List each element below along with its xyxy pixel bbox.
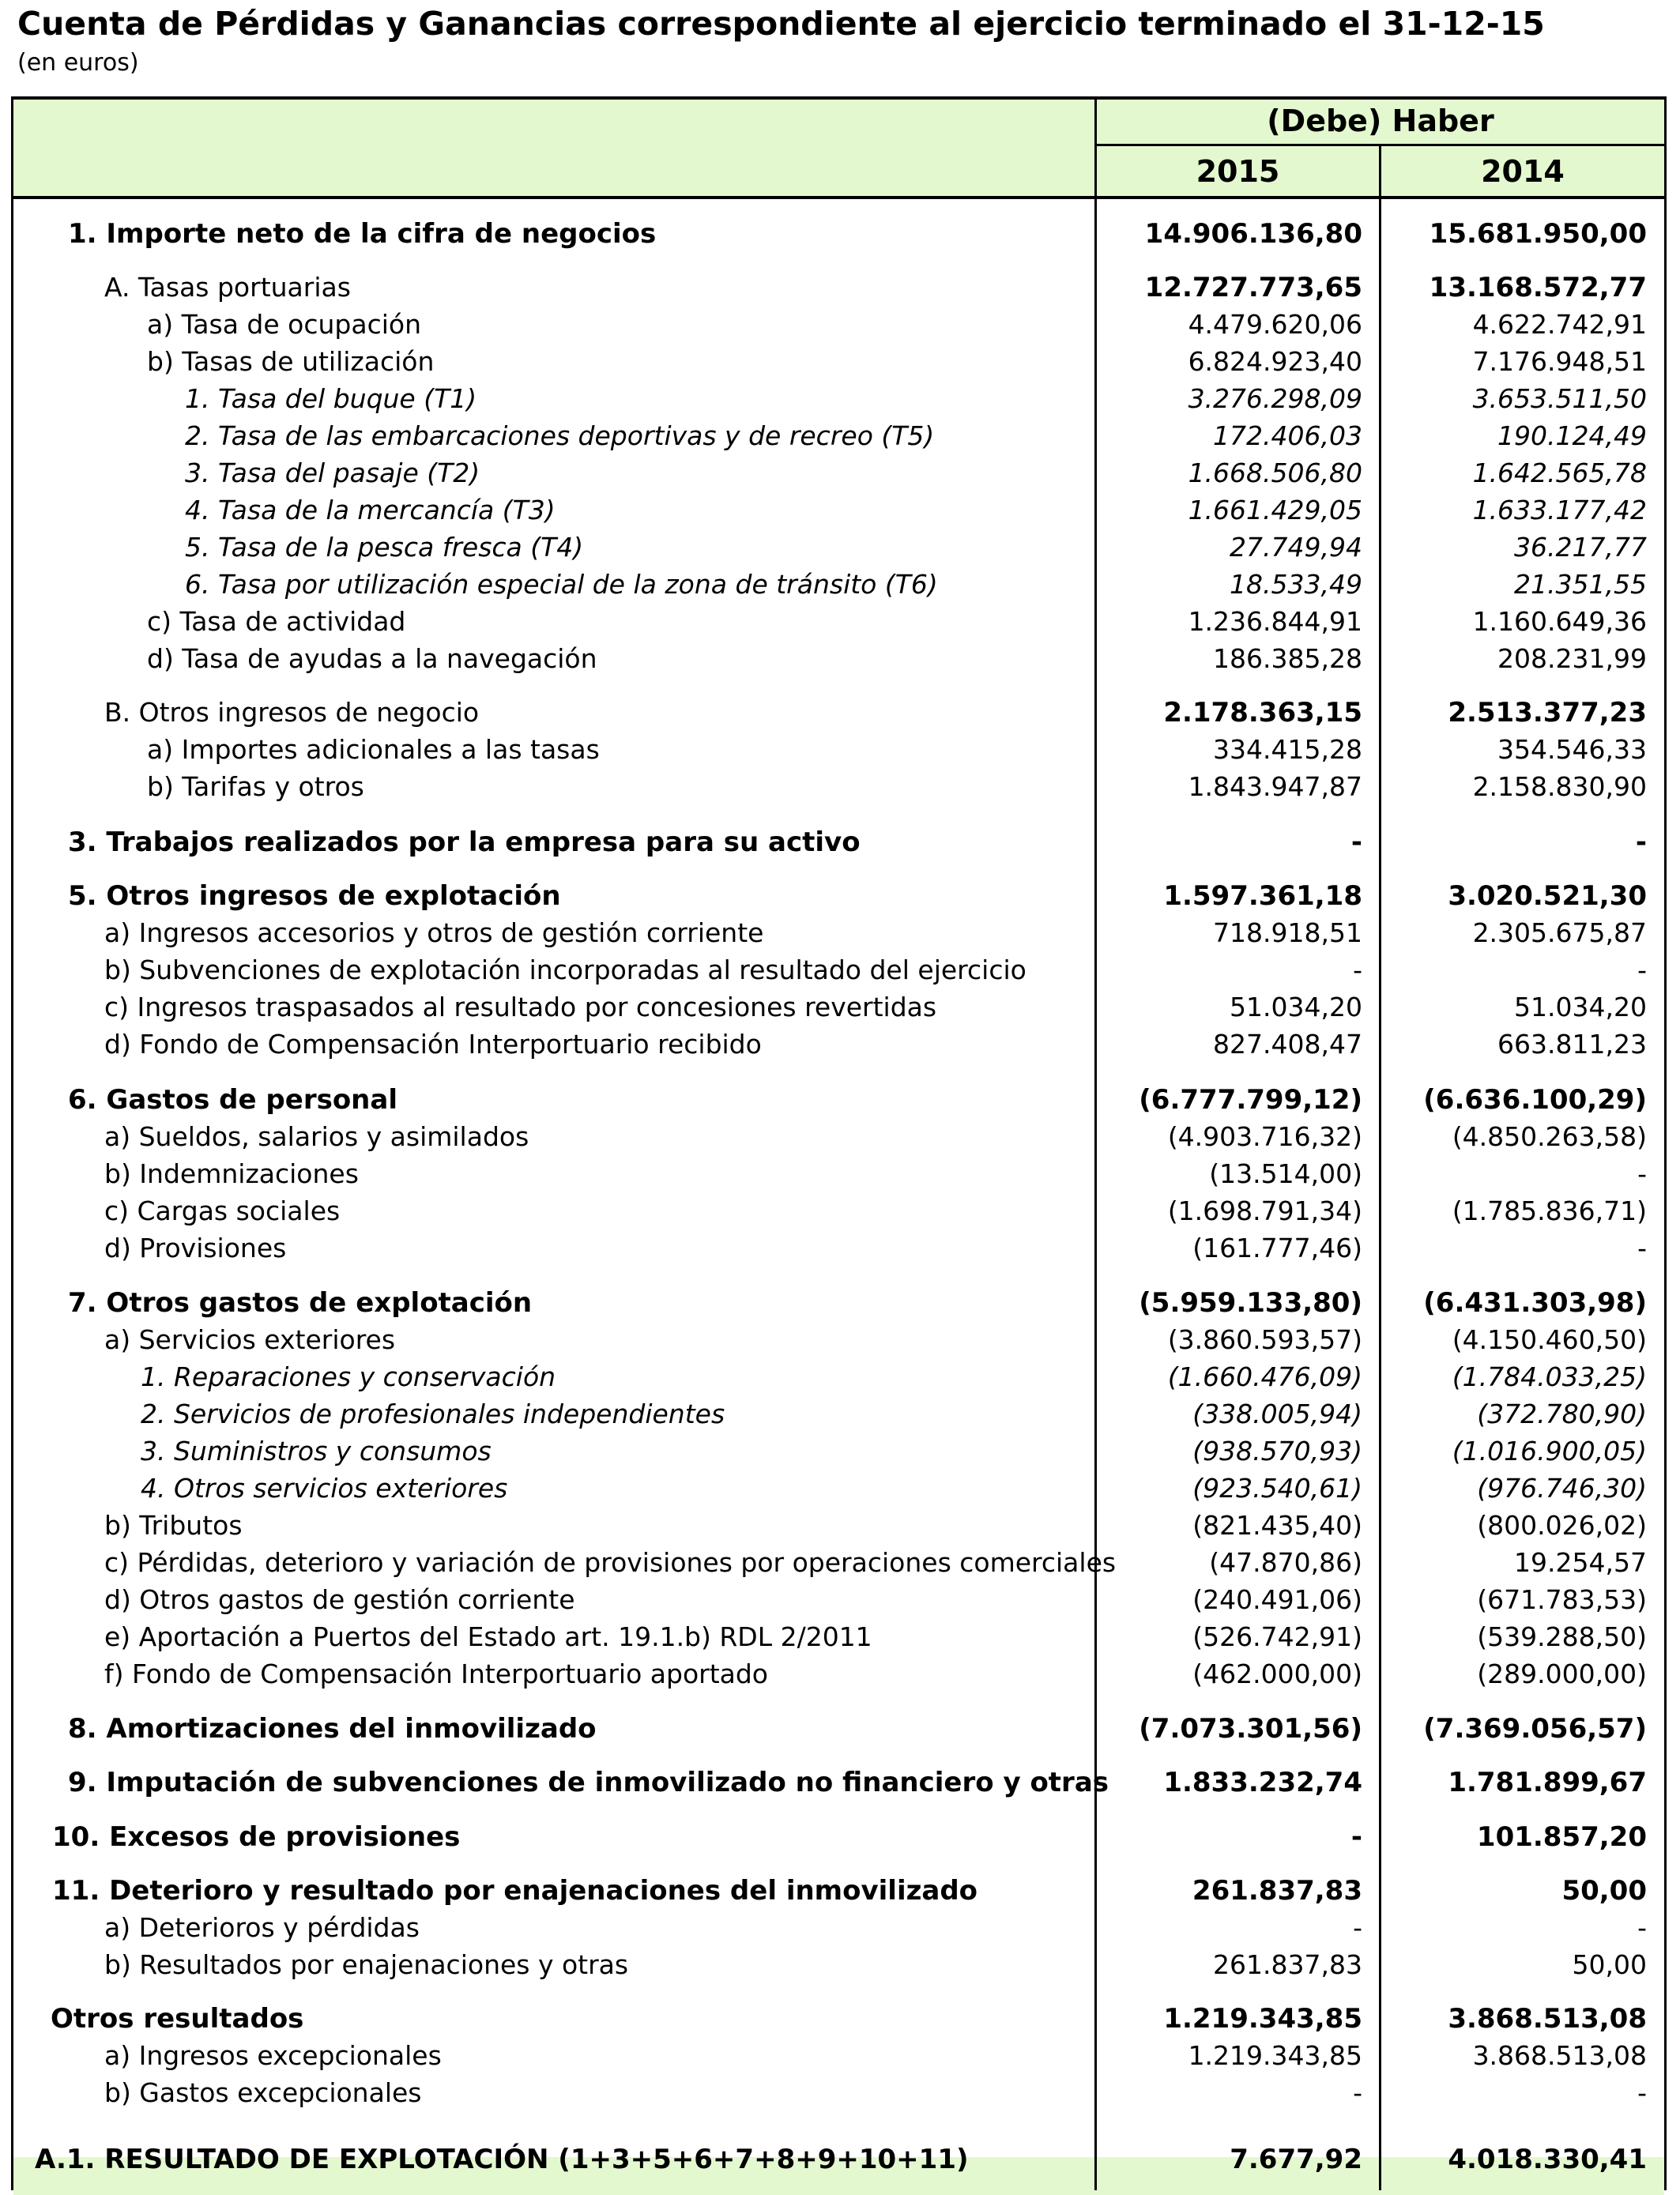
value-2015: 14.906.136,80 <box>1144 218 1362 250</box>
table-row <box>11 1910 1667 1946</box>
table-row <box>11 1433 1667 1470</box>
value-2014: 21.351,55 <box>1514 569 1647 600</box>
row-label: 9. Imputación de subvenciones de inmovilizado no financiero y otras <box>68 1767 1109 1798</box>
table-row <box>11 1359 1667 1395</box>
value-2015: - <box>1353 2077 1362 2108</box>
value-2015: 4.479.620,06 <box>1188 309 1362 340</box>
row-label: d) Provisiones <box>104 1233 287 1263</box>
value-2014: 2.513.377,23 <box>1448 697 1647 729</box>
value-2014: 1.781.899,67 <box>1448 1767 1647 1798</box>
table-row <box>11 1764 1667 1801</box>
value-2014: (4.150.460,50) <box>1452 1324 1647 1355</box>
value-2014: 663.811,23 <box>1497 1029 1647 1060</box>
value-2014: (671.783,53) <box>1477 1584 1647 1615</box>
value-2015: (462.000,00) <box>1192 1658 1362 1689</box>
value-2015: 1.668.506,80 <box>1188 457 1362 488</box>
value-2015: (5.959.133,80) <box>1139 1287 1362 1319</box>
value-2015: (526.742,91) <box>1192 1621 1362 1652</box>
row-label: d) Otros gastos de gestión corriente <box>104 1584 575 1615</box>
value-2014: (372.780,90) <box>1477 1399 1647 1429</box>
table-row <box>11 1082 1667 1118</box>
row-label: f) Fondo de Compensación Interportuario aportado <box>104 1658 769 1689</box>
value-2015: 1.236.844,91 <box>1188 606 1362 637</box>
value-2015: 51.034,20 <box>1230 992 1362 1022</box>
table-row <box>11 878 1667 914</box>
row-label: a) Deterioros y pérdidas <box>104 1912 420 1943</box>
row-label: b) Subvenciones de explotación incorporadas al resultado del ejercicio <box>104 954 1026 985</box>
table-row <box>11 1508 1667 1544</box>
value-2015: - <box>1353 954 1362 985</box>
value-2014: 2.158.830,90 <box>1472 771 1647 802</box>
value-2015: 186.385,28 <box>1213 643 1362 674</box>
row-label: c) Tasa de actividad <box>147 606 406 637</box>
value-2015: (161.777,46) <box>1192 1233 1362 1263</box>
value-2015: (1.660.476,09) <box>1167 1361 1362 1392</box>
value-2015: 1.597.361,18 <box>1163 880 1362 912</box>
value-2015: 1.219.343,85 <box>1188 2040 1362 2071</box>
row-label: c) Pérdidas, deterioro y variación de provisiones por operaciones comerciales <box>104 1547 1117 1578</box>
value-2014: 3.653.511,50 <box>1472 383 1647 414</box>
table-row <box>11 344 1667 380</box>
table-row <box>11 216 1667 252</box>
value-2015: 1.843.947,87 <box>1188 771 1362 802</box>
value-2015: - <box>1350 826 1362 858</box>
table-row <box>11 769 1667 805</box>
table-row <box>11 567 1667 603</box>
table-row <box>11 1322 1667 1358</box>
row-label: a) Tasa de ocupación <box>147 309 421 340</box>
row-label: 8. Amortizaciones del inmovilizado <box>68 1713 597 1745</box>
value-2014: (7.369.056,57) <box>1423 1713 1647 1745</box>
table-row <box>11 1711 1667 1747</box>
row-label: d) Fondo de Compensación Interportuario recibido <box>104 1029 762 1060</box>
value-2014: 354.546,33 <box>1497 734 1647 765</box>
row-label: a) Ingresos excepcionales <box>104 2040 442 2071</box>
value-2015: - <box>1353 1912 1362 1943</box>
table-row <box>11 641 1667 677</box>
value-2015: (938.570,93) <box>1192 1436 1362 1466</box>
row-label: b) Resultados por enajenaciones y otras <box>104 1949 629 1980</box>
row-label: 1. Reparaciones y conservación <box>141 1361 556 1392</box>
value-2014: 50,00 <box>1572 1949 1647 1980</box>
value-2015: (47.870,86) <box>1209 1547 1362 1578</box>
value-2015: (3.860.593,57) <box>1167 1324 1362 1355</box>
table-row <box>11 529 1667 566</box>
table-row <box>11 381 1667 417</box>
value-2014: - <box>1637 1233 1647 1263</box>
row-label: 2. Servicios de profesionales independientes <box>141 1399 725 1429</box>
value-2014: - <box>1637 954 1647 985</box>
row-label: A.1. RESULTADO DE EXPLOTACIÓN (1+3+5+6+7+8+9+10+11) <box>35 2144 969 2175</box>
row-label: 4. Tasa de la mercancía (T3) <box>185 495 556 525</box>
value-2014: (6.636.100,29) <box>1423 1084 1647 1116</box>
row-label: 6. Gastos de personal <box>68 1084 397 1116</box>
value-2014: 3.020.521,30 <box>1448 880 1647 912</box>
value-2014: 190.124,49 <box>1497 420 1647 451</box>
value-2015: 7.677,92 <box>1230 2144 1362 2175</box>
value-2014: 15.681.950,00 <box>1429 218 1647 250</box>
value-2014: (289.000,00) <box>1477 1658 1647 1689</box>
header-year-2014: 2014 <box>1481 154 1565 189</box>
value-2014: (1.784.033,25) <box>1452 1361 1647 1392</box>
value-2015: (923.540,61) <box>1192 1473 1362 1504</box>
table-row <box>11 2001 1667 2037</box>
row-label: 1. Tasa del buque (T1) <box>185 383 477 414</box>
table-body <box>11 0 1667 2193</box>
value-2014: 13.168.572,77 <box>1429 272 1647 303</box>
table-row <box>11 989 1667 1026</box>
value-2015: - <box>1350 1821 1362 1853</box>
page-title: Cuenta de Pérdidas y Ganancias correspondiente al ejercicio terminado el 31-12-15 <box>17 5 1545 43</box>
row-label: c) Ingresos traspasados al resultado por concesiones revertidas <box>104 992 937 1022</box>
value-2014: (800.026,02) <box>1477 1510 1647 1541</box>
table-row <box>11 1470 1667 1507</box>
row-label: c) Cargas sociales <box>104 1195 341 1226</box>
table-row <box>11 492 1667 529</box>
table-row <box>11 1156 1667 1192</box>
row-label: 10. Excesos de provisiones <box>52 1821 461 1853</box>
table-row <box>11 269 1667 306</box>
table-row <box>11 307 1667 343</box>
value-2014: (6.431.303,98) <box>1423 1287 1647 1319</box>
value-2015: 1.661.429,05 <box>1188 495 1362 525</box>
table-row <box>11 1819 1667 1855</box>
value-2015: 261.837,83 <box>1213 1949 1362 1980</box>
value-2014: 4.018.330,41 <box>1448 2144 1647 2175</box>
row-label: b) Tarifas y otros <box>147 771 364 802</box>
table-row <box>11 1873 1667 1909</box>
value-2014: 19.254,57 <box>1514 1547 1647 1578</box>
value-2014: (1.785.836,71) <box>1452 1195 1647 1226</box>
table-row <box>11 604 1667 640</box>
header-debe-haber: (Debe) Haber <box>1267 104 1494 138</box>
table-row <box>11 2038 1667 2074</box>
value-2014: (976.746,30) <box>1477 1473 1647 1504</box>
row-label: Otros resultados <box>51 2003 304 2035</box>
table-row <box>11 952 1667 988</box>
row-label: 5. Tasa de la pesca fresca (T4) <box>185 532 584 563</box>
table-row <box>11 1230 1667 1267</box>
value-2014: 208.231,99 <box>1497 643 1647 674</box>
value-2014: (1.016.900,05) <box>1452 1436 1647 1466</box>
table-row <box>11 1656 1667 1692</box>
row-label: a) Importes adicionales a las tasas <box>147 734 600 765</box>
row-label: b) Gastos excepcionales <box>104 2077 422 2108</box>
table-row <box>11 1026 1667 1063</box>
value-2015: 261.837,83 <box>1192 1875 1362 1907</box>
value-2014: 1.633.177,42 <box>1472 495 1647 525</box>
table-row <box>11 455 1667 491</box>
value-2015: (6.777.799,12) <box>1139 1084 1362 1116</box>
row-label: 11. Deterioro y resultado por enajenaciones del inmovilizado <box>52 1875 978 1907</box>
row-label: 1. Importe neto de la cifra de negocios <box>68 218 657 250</box>
table-row <box>11 695 1667 731</box>
value-2015: (7.073.301,56) <box>1139 1713 1362 1745</box>
page-subtitle: (en euros) <box>17 49 139 77</box>
row-label: 6. Tasa por utilización especial de la zona de tránsito (T6) <box>185 569 938 600</box>
row-label: 4. Otros servicios exteriores <box>141 1473 508 1504</box>
value-2015: 3.276.298,09 <box>1188 383 1362 414</box>
value-2014: 51.034,20 <box>1514 992 1647 1022</box>
row-label: d) Tasa de ayudas a la navegación <box>147 643 597 674</box>
table-row <box>11 1119 1667 1155</box>
value-2014: (539.288,50) <box>1477 1621 1647 1652</box>
row-label: b) Indemnizaciones <box>104 1158 359 1189</box>
value-2014: - <box>1637 2077 1647 2108</box>
value-2014: 36.217,77 <box>1514 532 1647 563</box>
value-2015: (240.491,06) <box>1192 1584 1362 1615</box>
row-label: 3. Tasa del pasaje (T2) <box>185 457 480 488</box>
value-2015: (1.698.791,34) <box>1167 1195 1362 1226</box>
row-label: a) Sueldos, salarios y asimilados <box>104 1121 529 1152</box>
value-2015: 718.918,51 <box>1213 917 1362 948</box>
value-2014: - <box>1637 1912 1647 1943</box>
value-2014: 50,00 <box>1561 1875 1647 1907</box>
row-label: b) Tributos <box>104 1510 243 1541</box>
row-label: 5. Otros ingresos de explotación <box>68 880 561 912</box>
value-2015: 6.824.923,40 <box>1188 346 1362 377</box>
value-2015: 1.219.343,85 <box>1163 2003 1362 2035</box>
value-2015: 12.727.773,65 <box>1144 272 1362 303</box>
value-2014: 1.160.649,36 <box>1472 606 1647 637</box>
table-row <box>11 824 1667 860</box>
table-row <box>11 1193 1667 1229</box>
value-2014: 2.305.675,87 <box>1472 917 1647 948</box>
value-2015: 334.415,28 <box>1213 734 1362 765</box>
table-row <box>11 1285 1667 1321</box>
table-row <box>11 1619 1667 1655</box>
row-label: a) Servicios exteriores <box>104 1324 396 1355</box>
row-label: 3. Trabajos realizados por la empresa para su activo <box>68 826 861 858</box>
value-2015: (4.903.716,32) <box>1167 1121 1362 1152</box>
value-2014: 3.868.513,08 <box>1448 2003 1647 2035</box>
table-row <box>11 1947 1667 1983</box>
value-2014: 3.868.513,08 <box>1472 2040 1647 2071</box>
value-2014: 101.857,20 <box>1476 1821 1647 1853</box>
value-2015: 27.749,94 <box>1230 532 1362 563</box>
table-row <box>11 915 1667 951</box>
row-label: A. Tasas portuarias <box>104 272 351 303</box>
value-2015: 2.178.363,15 <box>1163 697 1362 729</box>
table-row <box>11 732 1667 768</box>
table-row <box>11 1545 1667 1581</box>
table-row <box>11 1396 1667 1433</box>
value-2015: 1.833.232,74 <box>1163 1767 1362 1798</box>
row-label: 7. Otros gastos de explotación <box>68 1287 533 1319</box>
value-2015: (338.005,94) <box>1192 1399 1362 1429</box>
result-row <box>11 2141 1667 2178</box>
row-label: b) Tasas de utilización <box>147 346 435 377</box>
row-label: B. Otros ingresos de negocio <box>104 697 480 728</box>
table-row <box>11 2075 1667 2111</box>
value-2014: - <box>1635 826 1647 858</box>
value-2014: - <box>1637 1158 1647 1189</box>
value-2015: 18.533,49 <box>1230 569 1362 600</box>
value-2014: (4.850.263,58) <box>1452 1121 1647 1152</box>
row-label: e) Aportación a Puertos del Estado art. 19.1.b) RDL 2/2011 <box>104 1621 872 1652</box>
value-2015: 827.408,47 <box>1213 1029 1362 1060</box>
value-2014: 7.176.948,51 <box>1472 346 1647 377</box>
header-year-2015: 2015 <box>1196 154 1280 189</box>
value-2014: 1.642.565,78 <box>1472 457 1647 488</box>
table-row <box>11 418 1667 454</box>
value-2014: 4.622.742,91 <box>1472 309 1647 340</box>
table-row <box>11 1582 1667 1618</box>
value-2015: (821.435,40) <box>1192 1510 1362 1541</box>
row-label: 2. Tasa de las embarcaciones deportivas y de recreo (T5) <box>185 420 935 451</box>
value-2015: 172.406,03 <box>1213 420 1362 451</box>
row-label: 3. Suministros y consumos <box>141 1436 492 1466</box>
value-2015: (13.514,00) <box>1209 1158 1362 1189</box>
row-label: a) Ingresos accesorios y otros de gestión corriente <box>104 917 764 948</box>
